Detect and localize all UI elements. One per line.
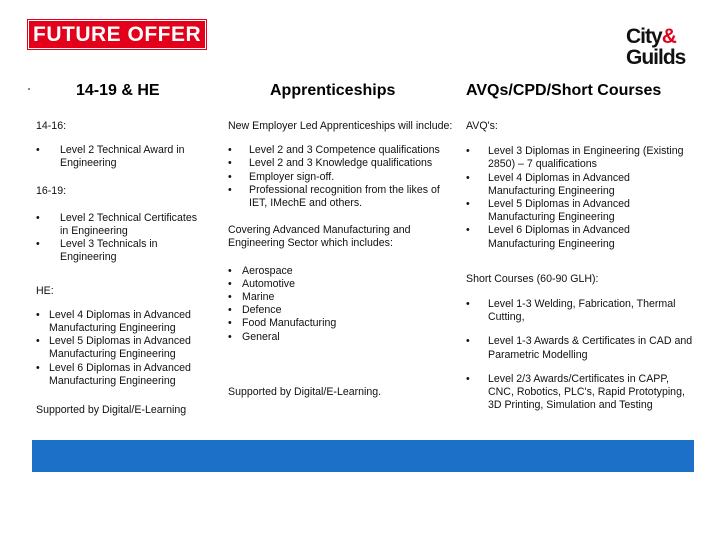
column-avqs (466, 120, 694, 412)
section-label: 16-19: (36, 184, 67, 197)
column-14-19-he (36, 120, 208, 417)
page-title: FUTURE OFFER (28, 20, 206, 49)
list-item: • Level 2 Technical Certificates in Engineering (36, 211, 198, 238)
list-item: • Level 5 Diplomas in Advanced Manufacturing Engineering (36, 335, 191, 361)
list-item: • Aerospace (228, 264, 293, 277)
list-item: • Defence (228, 304, 282, 317)
list-item: • Level 1-3 Awards & Certificates in CAD and Parametric Modelling (466, 335, 693, 361)
column-header-avqs: AVQs/CPD/Short Courses (466, 75, 696, 107)
footer-note: Supported by Digital/E-Learning. (228, 385, 382, 398)
section-label: AVQ's: (466, 120, 498, 132)
city-and-guilds-logo: City& Guilds (626, 25, 686, 69)
list-item: • Level 2 and 3 Knowledge qualifications (228, 157, 433, 170)
column-header-14-19-he: 14-19 & HE (76, 75, 206, 107)
list-item: • Level 2 Technical Award in Engineering (36, 144, 185, 170)
section-label: Short Courses (60-90 GLH): (466, 272, 599, 285)
section-label: 14-16: (36, 120, 67, 132)
list-item: • Marine (228, 291, 275, 304)
footer-note: Supported by Digital/E-Learning (36, 404, 187, 417)
list-item: • Level 1-3 Welding, Fabrication, Thermal Cutting, (466, 298, 676, 324)
list-item: • Level 6 Diplomas in Advanced Manufacturing Engineering (466, 224, 630, 250)
list-item: • Level 3 Technicals in Engineering (36, 238, 158, 264)
bullet-list (228, 144, 453, 210)
bullet-list (36, 212, 208, 265)
list-item: • Food Manufacturing (228, 317, 337, 330)
column-apprenticeships (228, 120, 453, 399)
bullet-list (36, 309, 208, 388)
section-label: HE: (36, 284, 54, 297)
list-item: • Level 2/3 Awards/Certificates in CAPP, CNC, Robotics, PLC's, Rapid Prototyping, 3D Printing, Simulation and Testing (466, 372, 685, 412)
stray-dot (28, 88, 30, 90)
covering-text: Covering Advanced Manufacturing and Engineering Sector which includes: (228, 224, 411, 250)
list-item: • Professional recognition from the likes of IET, IMechE and others. (228, 183, 440, 210)
bullet-list (466, 145, 694, 251)
list-item: • Level 2 and 3 Competence qualifications (228, 144, 440, 157)
list-item: • Employer sign-off. (228, 170, 335, 183)
list-item: • Level 5 Diplomas in Advanced Manufacturing Engineering (466, 198, 630, 224)
list-item: • Level 6 Diplomas in Advanced Manufacturing Engineering (36, 361, 191, 387)
list-item: • Level 4 Diplomas in Advanced Manufacturing Engineering (36, 308, 191, 335)
intro-text: New Employer Led Apprenticeships will include: (228, 120, 453, 132)
bullet-list (228, 265, 453, 344)
list-item: • General (228, 330, 280, 343)
column-header-apprenticeships: Apprenticeships (270, 75, 420, 107)
bullet-list (36, 144, 208, 170)
list-item: • Automotive (228, 277, 295, 290)
list-item: • Level 3 Diplomas in Engineering (Existing 2850) – 7 qualifications (466, 145, 684, 171)
bullet-list (466, 298, 694, 412)
list-item: • Level 4 Diplomas in Advanced Manufacturing Engineering (466, 171, 630, 197)
footer-band (32, 440, 694, 472)
